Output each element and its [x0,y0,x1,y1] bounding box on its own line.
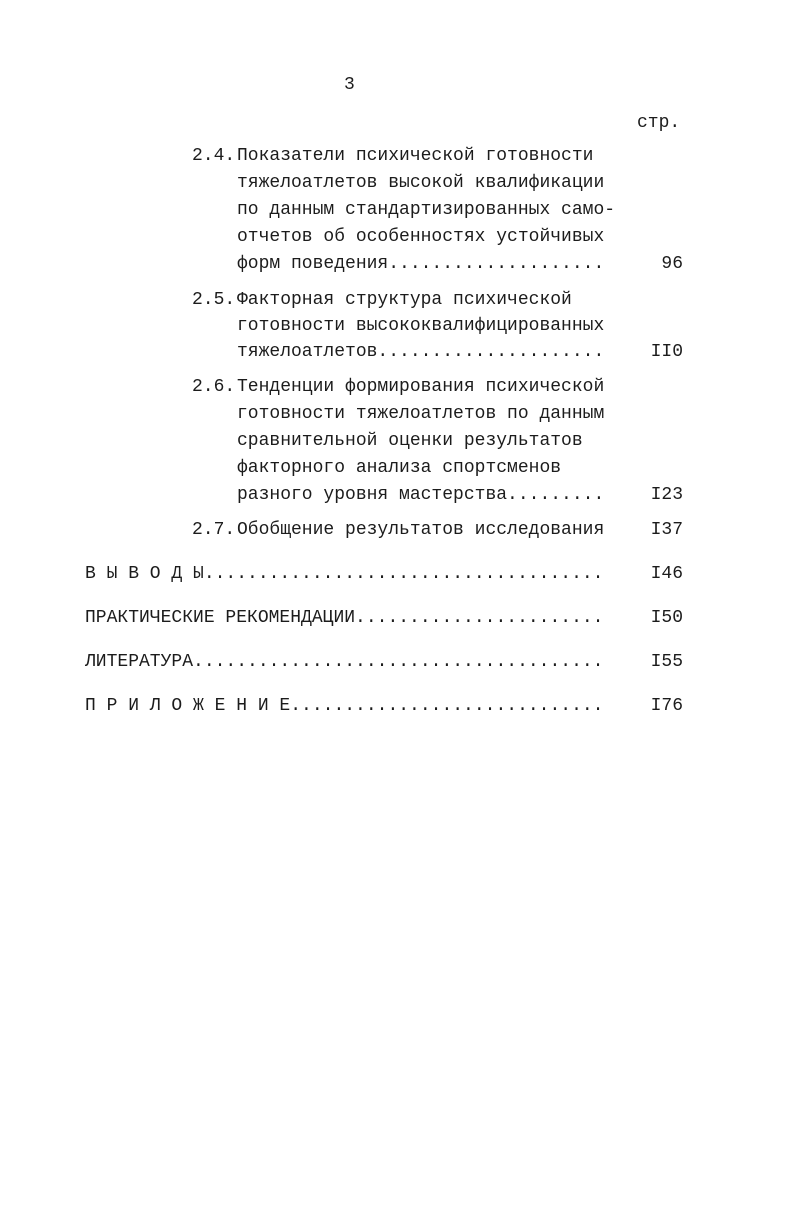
entry-line: Показатели психической готовности [237,146,594,166]
section-page-number: I55 [650,652,683,672]
section-title: ЛИТЕРАТУРА...................................... [85,652,604,672]
entry-line: тяжелоатлетов..................... [237,342,605,362]
entry-page-number: 96 [661,254,683,274]
entry-line: готовности высококвалифицированных [237,316,605,336]
page-column-label: стр. [637,113,681,133]
entry-line: Тенденции формирования психической [237,377,605,397]
entry-line: отчетов об особенностях устойчивых [237,227,605,247]
page-number: 3 [344,75,355,95]
entry-number: 2.7. [192,520,236,540]
entry-page-number: II0 [650,342,683,362]
entry-page-number: I37 [650,520,683,540]
entry-number: 2.6. [192,377,236,397]
entry-page-number: I23 [650,485,683,505]
entry-line: разного уровня мастерства......... [237,485,605,505]
entry-line: тяжелоатлетов высокой квалификации [237,173,605,193]
entry-number: 2.5. [192,290,236,310]
entry-line: Обобщение результатов исследования [237,520,605,540]
entry-line: по данным стандартизированных само- [237,200,616,220]
section-page-number: I46 [650,564,683,584]
entry-line: Факторная структура психической [237,290,572,310]
entry-line: факторного анализа спортсменов [237,458,562,478]
entry-line: сравнительной оценки результатов [237,431,583,451]
section-title: П Р И Л О Ж Е Н И Е............................. [85,696,604,716]
section-page-number: I76 [650,696,683,716]
section-page-number: I50 [650,608,683,628]
entry-line: форм поведения.................... [237,254,605,274]
entry-line: готовности тяжелоатлетов по данным [237,404,605,424]
entry-number: 2.4. [192,146,236,166]
section-title: ПРАКТИЧЕСКИЕ РЕКОМЕНДАЦИИ....................... [85,608,604,628]
section-title: В Ы В О Д Ы..................................... [85,564,604,584]
